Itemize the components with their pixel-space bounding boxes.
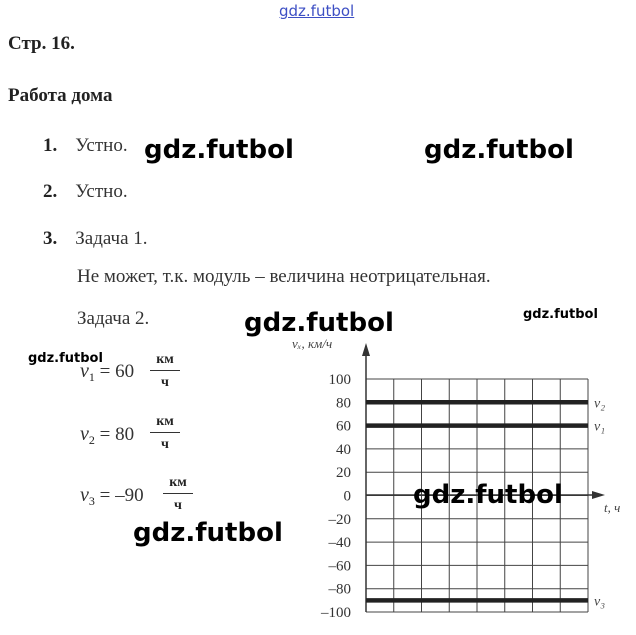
watermark: gdz.futbol: [133, 518, 283, 548]
y-tick-label: 0: [343, 488, 351, 505]
watermark: gdz.futbol: [144, 135, 294, 165]
y-tick-label: –20: [328, 511, 351, 528]
section-title: Работа дома: [8, 85, 113, 106]
formula-var: v: [80, 423, 89, 445]
formula-sub: 3: [88, 494, 95, 509]
watermark: gdz.futbol: [523, 307, 598, 322]
formula-eq: = 60: [94, 361, 135, 382]
answer-task1: Не может, т.к. модуль – величина неотрицательная.: [77, 266, 491, 287]
formula-eq: = 80: [94, 424, 135, 445]
watermark-top[interactable]: gdz.futbol: [279, 2, 355, 20]
series-label: v₂: [594, 396, 606, 412]
y-axis-label: vₓ, км/ч: [292, 336, 333, 351]
series-label: v₁: [594, 419, 606, 435]
y-tick-label: 60: [336, 418, 351, 435]
page-reference: Стр. 16.: [8, 33, 75, 54]
item-number: 3.: [43, 228, 58, 249]
y-tick-label: 40: [336, 441, 351, 458]
unit-num: км: [150, 414, 180, 433]
formula-var: v: [80, 360, 89, 382]
unit-num: км: [163, 475, 193, 494]
x-axis-arrow: [592, 491, 605, 499]
y-tick-label: –40: [328, 535, 351, 552]
formula-sub: 2: [88, 433, 95, 448]
watermark: gdz.futbol: [28, 351, 103, 366]
y-tick-label: 20: [336, 465, 351, 482]
y-tick-label: 80: [336, 395, 351, 412]
y-tick-label: –60: [328, 558, 351, 575]
y-axis-arrow: [362, 343, 370, 356]
chart-axes: [362, 343, 605, 612]
y-tick-label: –80: [328, 581, 351, 598]
item-text: Задача 1.: [75, 228, 148, 249]
y-tick-label: –100: [321, 605, 351, 621]
task2-label: Задача 2.: [77, 308, 150, 329]
item-number: 2.: [43, 181, 58, 202]
item-text: Устно.: [75, 181, 128, 202]
formula-eq: = –90: [94, 485, 144, 506]
watermark: gdz.futbol: [244, 308, 394, 338]
y-tick-labels: [320, 372, 351, 621]
unit-den: ч: [161, 437, 169, 452]
formula-sub: 1: [88, 370, 95, 385]
unit-den: ч: [161, 375, 169, 390]
watermark: gdz.futbol: [424, 135, 574, 165]
x-axis-label: t, ч: [604, 500, 621, 515]
formula-var: v: [80, 484, 89, 506]
series-label: v₃: [594, 594, 606, 610]
y-tick-label: 100: [328, 372, 351, 388]
watermark: gdz.futbol: [413, 480, 563, 510]
item-text: Устно.: [75, 135, 128, 156]
unit-num: км: [150, 352, 180, 371]
unit-den: ч: [174, 498, 182, 513]
item-number: 1.: [43, 135, 58, 156]
